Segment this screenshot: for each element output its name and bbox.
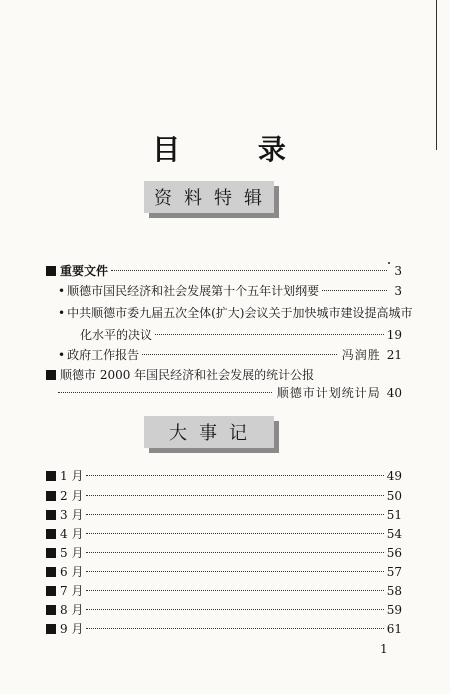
toc-page-number: 49 bbox=[386, 469, 402, 483]
toc-item-label: 中共顺德市委九届五次全体(扩大)会议关于加快城市建设提高城市 bbox=[67, 306, 413, 320]
toc-page-number: 50 bbox=[386, 489, 402, 503]
square-bullet-icon bbox=[46, 471, 56, 481]
toc-page-number: 61 bbox=[386, 622, 402, 636]
toc-month-3[interactable] bbox=[46, 506, 402, 524]
dot-leader bbox=[86, 628, 383, 629]
dot-leader bbox=[86, 590, 383, 591]
toc-month-label: 4 月 bbox=[60, 527, 84, 541]
toc-item-urban-construction-line2[interactable] bbox=[80, 326, 402, 344]
toc-month-label: 7 月 bbox=[60, 584, 84, 598]
dot-leader bbox=[86, 533, 383, 534]
page-number: 1 bbox=[380, 642, 388, 656]
section-banner-label: 大事记 bbox=[169, 423, 259, 444]
toc-item-urban-construction-line1[interactable] bbox=[58, 304, 413, 322]
toc-item-author: 顺德市计划统计局 bbox=[276, 386, 381, 400]
toc-month-label: 6 月 bbox=[60, 565, 84, 579]
dot-leader bbox=[142, 354, 337, 355]
toc-item-five-year-plan[interactable] bbox=[58, 282, 402, 300]
section-banner-chronicle bbox=[144, 416, 274, 448]
toc-item-author: 冯润胜 bbox=[341, 348, 381, 362]
toc-month-1[interactable] bbox=[46, 467, 402, 485]
toc-month-2[interactable] bbox=[46, 487, 402, 505]
dot-leader bbox=[86, 475, 383, 476]
dot-leader bbox=[322, 290, 387, 291]
toc-page-number: 40 bbox=[386, 386, 402, 400]
dot-leader bbox=[86, 514, 383, 515]
square-bullet-icon bbox=[46, 266, 56, 276]
toc-page-number: 21 bbox=[386, 348, 402, 362]
section-banner-special bbox=[144, 181, 274, 213]
toc-month-6[interactable] bbox=[46, 563, 402, 581]
toc-month-8[interactable] bbox=[46, 601, 402, 619]
toc-page-number: 58 bbox=[386, 584, 402, 598]
toc-month-label: 3 月 bbox=[60, 508, 84, 522]
toc-item-label: 化水平的决议 bbox=[80, 328, 153, 342]
toc-month-7[interactable] bbox=[46, 582, 402, 600]
toc-month-label: 9 月 bbox=[60, 622, 84, 636]
section-banner-label: 资料特辑 bbox=[154, 188, 274, 209]
toc-page-number: 54 bbox=[386, 527, 402, 541]
toc-page-number: 19 bbox=[386, 328, 402, 342]
dot-leader bbox=[86, 609, 383, 610]
square-bullet-icon bbox=[46, 605, 56, 615]
bullet-dot-icon: • bbox=[58, 306, 66, 320]
square-bullet-icon bbox=[46, 370, 56, 380]
bullet-dot-icon: • bbox=[58, 348, 66, 362]
toc-month-label: 8 月 bbox=[60, 603, 84, 617]
toc-page-number: 51 bbox=[386, 508, 402, 522]
toc-page-number: 57 bbox=[386, 565, 402, 579]
square-bullet-icon bbox=[46, 529, 56, 539]
page-title: 目 录 bbox=[152, 133, 320, 166]
toc-page-number: 3 bbox=[394, 264, 402, 278]
toc-item-label: 政府工作报告 bbox=[67, 348, 140, 362]
toc-group-label: 重要文件 bbox=[60, 264, 109, 278]
toc-item-label: 顺德市国民经济和社会发展第十个五年计划纲要 bbox=[67, 284, 320, 298]
toc-month-label: 1 月 bbox=[60, 469, 84, 483]
dot-leader bbox=[86, 571, 383, 572]
square-bullet-icon bbox=[46, 548, 56, 558]
toc-item-government-report[interactable] bbox=[58, 346, 402, 364]
toc-page-number: 3 bbox=[394, 284, 402, 298]
toc-group-important-docs[interactable] bbox=[46, 262, 402, 280]
toc-page-number: 59 bbox=[386, 603, 402, 617]
square-bullet-icon bbox=[46, 586, 56, 596]
toc-month-5[interactable] bbox=[46, 544, 402, 562]
square-bullet-icon bbox=[46, 567, 56, 577]
dot-leader bbox=[86, 552, 383, 553]
toc-month-label: 2 月 bbox=[60, 489, 84, 503]
square-bullet-icon bbox=[46, 510, 56, 520]
bullet-dot-icon: • bbox=[58, 284, 66, 298]
toc-group-statistics-bulletin[interactable] bbox=[46, 366, 402, 384]
toc-page-number: 56 bbox=[386, 546, 402, 560]
toc-group-label: 顺德市 2000 年国民经济和社会发展的统计公报 bbox=[60, 368, 315, 382]
toc-group-statistics-bulletin-line2[interactable] bbox=[58, 384, 402, 402]
square-bullet-icon bbox=[46, 491, 56, 501]
toc-month-4[interactable] bbox=[46, 525, 402, 543]
square-bullet-icon bbox=[46, 624, 56, 634]
toc-month-9[interactable] bbox=[46, 620, 402, 638]
dot-leader bbox=[155, 334, 384, 335]
toc-month-label: 5 月 bbox=[60, 546, 84, 560]
dot-leader bbox=[86, 495, 383, 496]
dot-leader bbox=[58, 392, 272, 393]
dot-leader bbox=[111, 270, 387, 271]
